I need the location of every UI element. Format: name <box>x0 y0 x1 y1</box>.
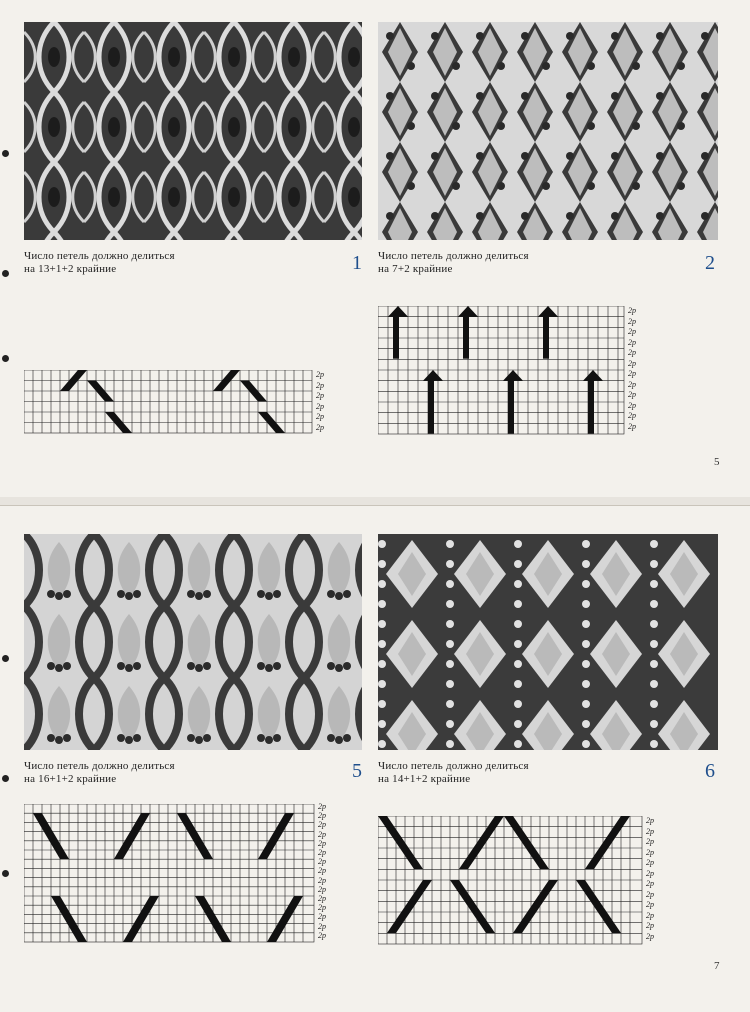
row-labels <box>318 802 326 940</box>
row-label: 2р <box>646 847 654 857</box>
row-label: 2р <box>316 412 324 421</box>
binder-hole <box>2 355 9 362</box>
row-label: 2р <box>628 379 636 389</box>
row-label: 2р <box>318 930 326 940</box>
row-label: 2р <box>646 910 654 920</box>
row-label: 2р <box>318 894 326 904</box>
row-label: 2р <box>318 903 326 913</box>
pattern-6-chart <box>378 816 654 951</box>
binder-hole <box>2 150 9 157</box>
pattern-1-chart <box>24 370 324 440</box>
row-label: 2р <box>316 401 324 411</box>
binder-hole <box>2 775 9 782</box>
pattern-6-photo <box>378 534 718 750</box>
row-label: 2р <box>316 391 324 400</box>
pattern-2-photo <box>378 22 718 240</box>
row-label: 2р <box>318 857 326 867</box>
row-label: 2р <box>646 858 654 867</box>
caption-line: Число петель должно делиться <box>24 250 175 262</box>
row-label: 2р <box>318 811 326 821</box>
row-label: 2р <box>318 838 326 848</box>
row-label: 2р <box>646 900 654 909</box>
pattern-5-number: 5 <box>352 760 362 782</box>
row-label: 2р <box>318 912 326 922</box>
pattern-6-number: 6 <box>705 760 715 782</box>
row-label: 2р <box>316 380 324 390</box>
row-label: 2р <box>628 358 636 368</box>
row-label: 2р <box>646 879 654 888</box>
caption-line: Число петель должно делиться <box>378 760 529 772</box>
caption-line: на 14+1+2 крайние <box>378 773 471 785</box>
pattern-2-number: 2 <box>705 252 715 274</box>
chart-grid <box>24 804 316 944</box>
row-label: 2р <box>318 875 326 885</box>
row-label: 2р <box>318 820 326 830</box>
binder-hole <box>2 270 9 277</box>
pattern-1-caption <box>24 250 175 276</box>
page-gutter <box>0 497 750 505</box>
row-label: 2р <box>628 400 636 410</box>
row-label: 2р <box>318 884 326 894</box>
caption-line: на 16+1+2 крайние <box>24 773 117 785</box>
row-label: 2р <box>628 316 636 326</box>
row-label: 2р <box>628 369 636 378</box>
pattern-5-photo <box>24 534 362 750</box>
pattern-2-caption <box>378 250 529 276</box>
caption-line: Число петель должно делиться <box>24 760 175 772</box>
row-label: 2р <box>628 421 636 431</box>
pattern-5-chart <box>24 802 326 949</box>
chart-grid <box>24 370 314 435</box>
row-label: 2р <box>646 931 654 941</box>
row-labels <box>628 306 636 432</box>
page-number: 7 <box>714 960 720 972</box>
row-label: 2р <box>318 866 326 876</box>
row-labels <box>316 370 324 433</box>
row-label: 2р <box>628 348 636 357</box>
binder-hole <box>2 870 9 877</box>
row-label: 2р <box>646 826 654 836</box>
row-label: 2р <box>318 848 326 858</box>
caption-line: на 13+1+2 крайние <box>24 263 117 275</box>
row-label: 2р <box>628 411 636 420</box>
row-label: 2р <box>628 390 636 399</box>
row-label: 2р <box>646 837 654 846</box>
row-label: 2р <box>318 829 326 839</box>
chart-grid <box>378 306 626 436</box>
row-label: 2р <box>316 370 324 379</box>
row-label: 2р <box>628 327 636 336</box>
row-label: 2р <box>318 802 326 811</box>
pattern-1-photo <box>24 22 362 240</box>
row-label: 2р <box>646 868 654 878</box>
binder-hole <box>2 655 9 662</box>
row-label: 2р <box>646 921 654 930</box>
row-label: 2р <box>628 306 636 315</box>
row-label: 2р <box>628 337 636 347</box>
row-label: 2р <box>646 816 654 825</box>
pattern-2-chart <box>378 306 636 441</box>
row-labels <box>646 816 654 942</box>
row-label: 2р <box>318 921 326 931</box>
row-label: 2р <box>316 422 324 432</box>
caption-line: Число петель должно делиться <box>378 250 529 262</box>
row-label: 2р <box>646 889 654 899</box>
caption-line: на 7+2 крайние <box>378 263 453 275</box>
page-number: 5 <box>714 456 720 468</box>
pattern-1-number: 1 <box>352 252 362 274</box>
pattern-6-caption <box>378 760 529 786</box>
pattern-5-caption <box>24 760 175 786</box>
chart-grid <box>378 816 644 946</box>
